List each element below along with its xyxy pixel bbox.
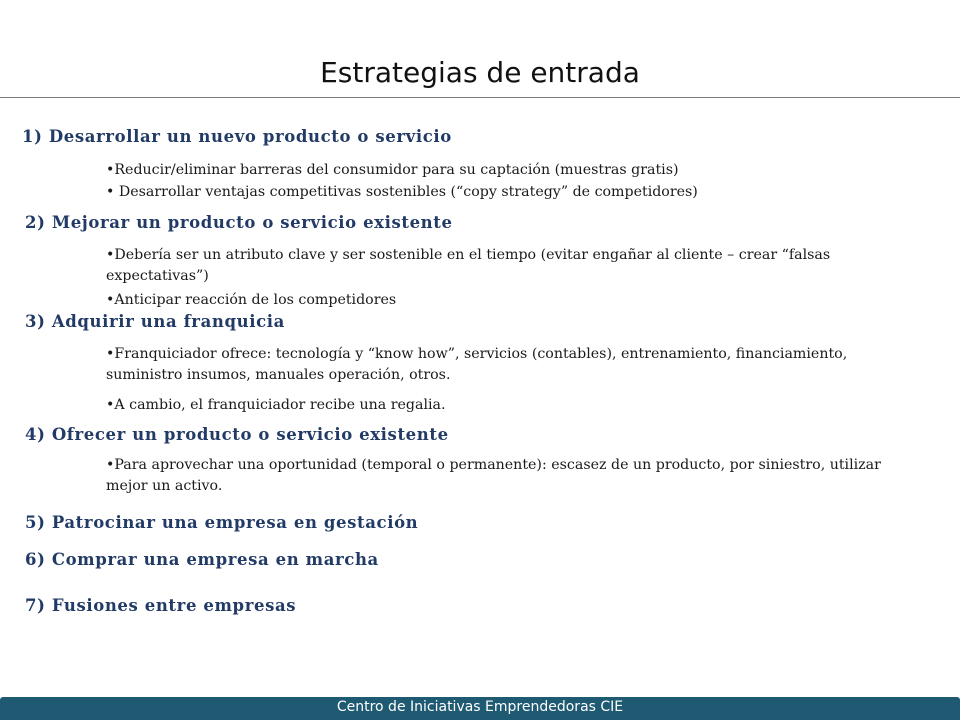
footer-bar — [0, 697, 960, 720]
section-2-bullet-2: •Anticipar reacción de los competidores — [106, 292, 397, 308]
section-heading-6: 6) Comprar una empresa en marcha — [25, 550, 379, 569]
section-1-bullet-1: •Reducir/eliminar barreras del consumidor para su captación (muestras gratis) — [106, 162, 679, 178]
section-heading-4: 4) Ofrecer un producto o servicio existente — [25, 425, 449, 444]
section-2-bullet-1: •Debería ser un atributo clave y ser sostenible en el tiempo (evitar engañar al cliente – crear “falsas expectativas”) — [106, 247, 831, 284]
title-divider — [0, 97, 960, 98]
section-1-bullet-2: • Desarrollar ventajas competitivas sostenibles (“copy strategy” de competidores) — [106, 184, 698, 200]
section-heading-5: 5) Patrocinar una empresa en gestación — [25, 513, 419, 532]
section-3-bullet-1: •Franquiciador ofrece: tecnología y “know how”, servicios (contables), entrenamiento, financiamiento, suministro insumos, manuales operación, otros. — [106, 346, 848, 383]
section-4-bullet-1: •Para aprovechar una oportunidad (temporal o permanente): escasez de un producto, por siniestro, utilizar mejor un activo. — [106, 457, 881, 494]
section-heading-3: 3) Adquirir una franquicia — [25, 312, 285, 331]
section-3-bullet-2: •A cambio, el franquiciador recibe una regalia. — [106, 397, 446, 413]
section-heading-7: 7) Fusiones entre empresas — [25, 596, 297, 615]
slide-title: Estrategias de entrada — [320, 56, 640, 89]
section-heading-2: 2) Mejorar un producto o servicio existente — [25, 213, 453, 232]
footer-text: Centro de Iniciativas Emprendedoras CIE — [336, 699, 624, 715]
section-heading-1: 1) Desarrollar un nuevo producto o servicio — [22, 127, 452, 146]
